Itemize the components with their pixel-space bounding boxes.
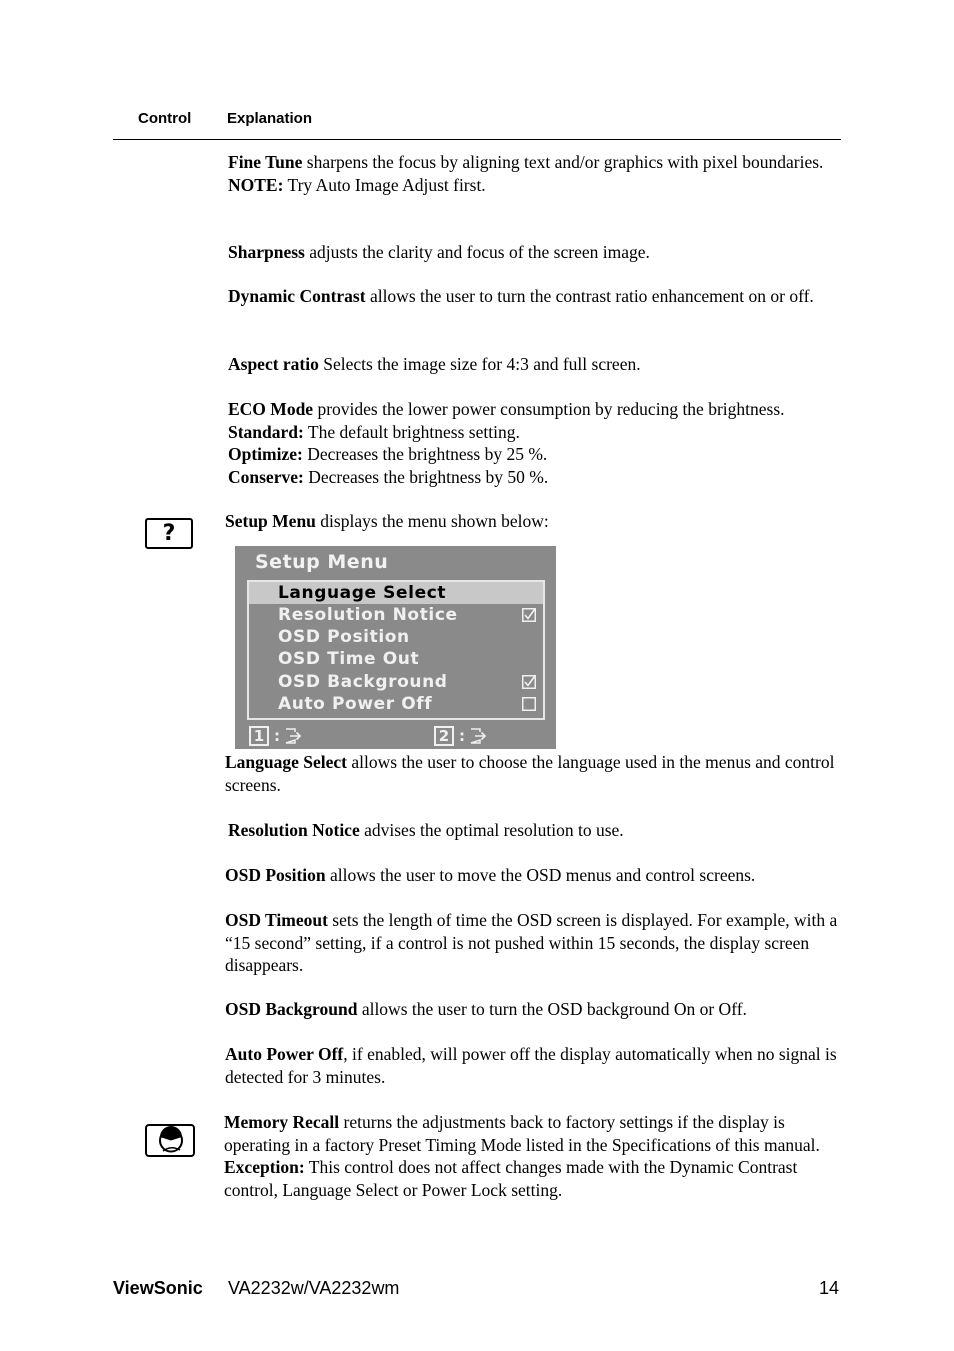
- osd-position-block: OSD Position allows the user to move the OSD menus and control screens.: [225, 865, 756, 885]
- osd-timeout-block: OSD Timeout sets the length of time the OSD screen is displayed. For example, with a “15 second” setting, if a control is not pushed within 15 seconds, the display screen disappears.: [225, 910, 838, 975]
- exit-icon: [469, 728, 487, 744]
- memory-recall-term: Memory Recall: [224, 1112, 340, 1132]
- setup-menu-term: Setup Menu: [225, 511, 316, 531]
- note-term: NOTE:: [228, 174, 284, 195]
- optimize-term: Optimize:: [228, 444, 303, 464]
- key-1-icon: 1: [249, 726, 269, 746]
- memory-recall-icon: [145, 1124, 195, 1157]
- osd-item-osd-position[interactable]: OSD Position: [278, 627, 410, 647]
- language-select-term: Language Select: [225, 752, 348, 772]
- checkbox-unchecked-icon[interactable]: [522, 697, 536, 711]
- sharpness-term: Sharpness: [228, 242, 305, 262]
- dynamic-contrast-term: Dynamic Contrast: [228, 286, 366, 306]
- conserve-term: Conserve:: [228, 466, 304, 487]
- osd-item-osd-background[interactable]: OSD Background: [249, 671, 543, 693]
- auto-power-off-block: Auto Power Off, if enabled, will power off the display automatically when no signal is detected for 3 minutes.: [225, 1044, 837, 1087]
- sharpness-block: Sharpness adjusts the clarity and focus of the screen image.: [228, 242, 650, 262]
- language-select-block: Language Select allows the user to choose the language used in the menus and control screens.: [225, 752, 835, 795]
- osd-item-osd-time-out[interactable]: OSD Time Out: [278, 649, 420, 669]
- memory-recall-glyph-icon: [147, 1126, 193, 1155]
- footer-model: VA2232w/VA2232wm: [228, 1278, 400, 1298]
- osd-item-auto-power-off[interactable]: Auto Power Off: [249, 693, 543, 715]
- eco-mode-block: ECO Mode provides the lower power consumption by reducing the brightness. Standard: The default brightness setting. Optimize: Decreases the brightness by 25 %. Conserve: Decreases the brightness by 50 %.: [228, 399, 785, 487]
- exit-icon: [284, 728, 302, 744]
- auto-power-off-term: Auto Power Off: [225, 1044, 344, 1064]
- osd-item-resolution-notice[interactable]: Resolution Notice: [249, 604, 543, 626]
- column-header-control: Control: [138, 110, 192, 127]
- footer-brand: ViewSonic: [113, 1278, 203, 1298]
- osd-background-block: OSD Background allows the user to turn the OSD background On or Off.: [225, 999, 747, 1019]
- aspect-ratio-block: Aspect ratio Selects the image size for 4:3 and full screen.: [228, 354, 641, 374]
- column-header-explanation: Explanation: [227, 110, 313, 127]
- fine-tune-term: Fine Tune: [228, 152, 303, 172]
- fine-tune-block: Fine Tune sharpens the focus by aligning text and/or graphics with pixel boundaries. NOTE: Try Auto Image Adjust first.: [228, 152, 824, 195]
- resolution-notice-term: Resolution Notice: [228, 820, 360, 840]
- osd-background-term: OSD Background: [225, 999, 358, 1019]
- osd-item-language-select[interactable]: Language Select: [249, 582, 543, 604]
- osd-position-term: OSD Position: [225, 865, 326, 885]
- memory-recall-block: Memory Recall returns the adjustments back to factory settings if the display is operating in a factory Preset Timing Mode listed in the Specifications of this manual. Exception: This control does not affect changes made with the Dynamic Contrast control, Language Select or Power Lock setting.: [224, 1112, 820, 1200]
- aspect-ratio-term: Aspect ratio: [228, 354, 319, 374]
- osd-timeout-term: OSD Timeout: [225, 910, 328, 930]
- checkbox-checked-icon[interactable]: [522, 608, 536, 622]
- osd-title: Setup Menu: [255, 551, 389, 573]
- resolution-notice-block: Resolution Notice advises the optimal resolution to use.: [228, 820, 624, 840]
- key-2-icon: 2: [434, 726, 454, 746]
- eco-mode-term: ECO Mode: [228, 399, 314, 419]
- header-rule: [113, 139, 841, 140]
- page-number: 14: [819, 1278, 840, 1298]
- checkbox-checked-icon[interactable]: [522, 675, 536, 689]
- osd-setup-menu: [235, 546, 556, 749]
- osd-menu-list: [247, 580, 545, 720]
- standard-term: Standard:: [228, 421, 304, 442]
- exception-term: Exception:: [224, 1157, 305, 1177]
- setup-menu-block: Setup Menu displays the menu shown below:: [225, 511, 549, 531]
- osd-footer: 1 : 2 :: [249, 726, 549, 746]
- dynamic-contrast-block: Dynamic Contrast allows the user to turn the contrast ratio enhancement on or off.: [228, 286, 814, 306]
- question-mark-icon: ?: [145, 518, 193, 549]
